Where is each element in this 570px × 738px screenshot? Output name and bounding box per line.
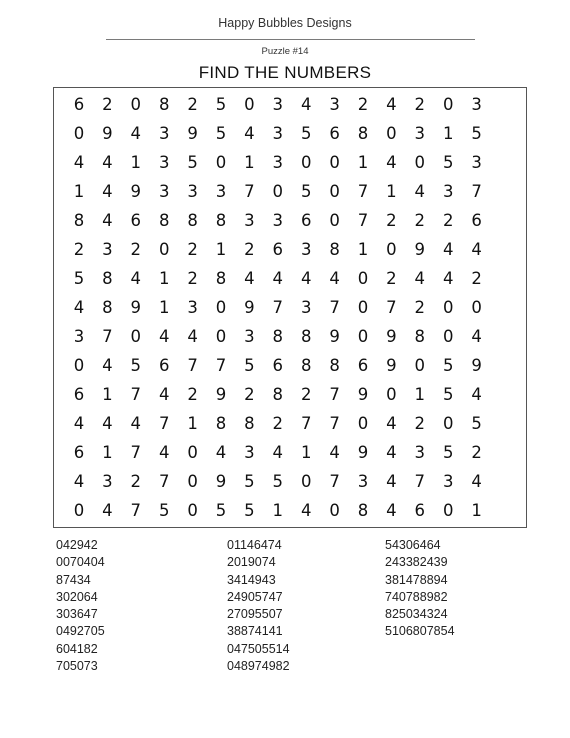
grid-cell[interactable]: 0 xyxy=(357,269,369,288)
grid-cell[interactable]: 5 xyxy=(300,124,312,143)
grid-cell[interactable]: 9 xyxy=(471,356,482,375)
grid-cell[interactable]: 9 xyxy=(357,443,369,462)
grid-cell[interactable]: 7 xyxy=(130,443,142,462)
grid-cell[interactable]: 5 xyxy=(471,414,482,433)
grid-cell[interactable]: 1 xyxy=(158,269,170,288)
grid-cell[interactable]: 6 xyxy=(130,211,142,230)
word-list-item: 303647 xyxy=(56,607,98,622)
grid-cell[interactable]: 6 xyxy=(73,95,85,114)
grid-cell[interactable]: 0 xyxy=(215,327,227,346)
grid-cell[interactable]: 4 xyxy=(130,414,142,433)
word-list-item: 2019074 xyxy=(227,555,276,570)
grid-cell[interactable]: 4 xyxy=(102,414,113,433)
grid-cell[interactable]: 7 xyxy=(386,298,397,317)
grid-cell[interactable]: 3 xyxy=(442,182,454,201)
grid-cell[interactable]: 4 xyxy=(471,327,482,346)
word-list-item: 54306464 xyxy=(385,538,441,552)
grid-cell[interactable]: 2 xyxy=(386,269,397,288)
grid-cell[interactable]: 4 xyxy=(329,443,340,462)
word-list-item: 048974982 xyxy=(227,659,290,674)
grid-cell[interactable]: 3 xyxy=(414,443,426,462)
grid-cell[interactable]: 0 xyxy=(442,298,454,317)
grid-cell[interactable]: 0 xyxy=(73,356,85,375)
grid-cell[interactable]: 2 xyxy=(102,95,113,114)
grid-cell[interactable]: 0 xyxy=(244,95,255,114)
grid-cell[interactable]: 2 xyxy=(471,443,482,462)
puzzle-number: Puzzle #14 xyxy=(261,46,309,57)
grid-cell[interactable]: 4 xyxy=(158,385,170,404)
grid-cell[interactable]: 9 xyxy=(386,327,397,346)
grid-cell[interactable]: 0 xyxy=(329,501,340,520)
grid-cell[interactable]: 7 xyxy=(357,182,369,201)
grid-cell[interactable]: 0 xyxy=(471,298,482,317)
grid-cell[interactable]: 0 xyxy=(187,472,198,491)
grid-cell[interactable]: 3 xyxy=(215,182,227,201)
grid-cell[interactable]: 3 xyxy=(244,327,255,346)
grid-cell[interactable]: 4 xyxy=(329,269,340,288)
grid-cell[interactable]: 3 xyxy=(414,124,426,143)
word-list-item: 243382439 xyxy=(385,555,448,570)
grid-cell[interactable]: 0 xyxy=(130,327,142,346)
grid-cell[interactable]: 6 xyxy=(300,211,312,230)
grid-cell[interactable]: 5 xyxy=(215,124,227,143)
grid-cell[interactable]: 7 xyxy=(329,414,340,433)
grid-cell[interactable]: 0 xyxy=(130,95,142,114)
grid-cell[interactable]: 4 xyxy=(102,356,113,375)
grid-cell[interactable]: 2 xyxy=(244,240,255,259)
word-list-item: 825034324 xyxy=(385,607,448,622)
grid-cell[interactable]: 3 xyxy=(300,240,312,259)
grid-cell[interactable]: 1 xyxy=(442,124,454,143)
grid-cell[interactable]: 1 xyxy=(386,182,397,201)
word-list-item: 047505514 xyxy=(227,641,290,656)
grid-cell[interactable]: 8 xyxy=(300,327,312,346)
grid-cell[interactable]: 7 xyxy=(187,356,198,375)
grid-cell[interactable]: 6 xyxy=(414,501,426,520)
grid-cell[interactable]: 3 xyxy=(187,182,198,201)
grid-cell[interactable]: 3 xyxy=(300,298,312,317)
grid-cell[interactable]: 0 xyxy=(73,124,85,143)
grid-cell[interactable]: 0 xyxy=(187,501,198,520)
grid-cell[interactable]: 3 xyxy=(187,298,198,317)
grid-cell[interactable]: 7 xyxy=(158,414,170,433)
grid-cell[interactable]: 3 xyxy=(158,124,170,143)
word-list-item: 01146474 xyxy=(227,538,282,552)
grid-cell[interactable]: 6 xyxy=(329,124,340,143)
grid-cell[interactable]: 0 xyxy=(414,356,426,375)
grid-cell[interactable]: 1 xyxy=(187,414,198,433)
grid-cell[interactable]: 6 xyxy=(73,385,85,404)
grid-cell[interactable]: 8 xyxy=(357,124,369,143)
grid-cell[interactable]: 5 xyxy=(244,501,255,520)
grid-cell[interactable]: 9 xyxy=(386,356,397,375)
grid-cell[interactable]: 2 xyxy=(187,240,198,259)
word-list-column-3 xyxy=(385,537,455,641)
grid-cell[interactable]: 4 xyxy=(414,269,426,288)
grid-cell[interactable]: 3 xyxy=(272,95,284,114)
grid-cell[interactable]: 9 xyxy=(102,124,113,143)
grid-cell[interactable]: 3 xyxy=(272,124,284,143)
word-list-item: 3414943 xyxy=(227,572,276,587)
grid-cell[interactable]: 7 xyxy=(158,472,170,491)
grid-cell[interactable]: 9 xyxy=(414,240,426,259)
grid-cell[interactable]: 8 xyxy=(215,269,227,288)
grid-cell[interactable]: 1 xyxy=(130,153,142,172)
grid-cell[interactable]: 5 xyxy=(187,153,198,172)
grid-cell[interactable]: 1 xyxy=(73,182,85,201)
grid-cell[interactable]: 4 xyxy=(471,240,482,259)
grid-cell[interactable]: 3 xyxy=(158,153,170,172)
grid-cell[interactable]: 0 xyxy=(329,182,340,201)
grid-cell[interactable]: 5 xyxy=(442,153,454,172)
grid-cell[interactable]: 8 xyxy=(329,356,340,375)
grid-cell[interactable]: 7 xyxy=(329,472,340,491)
grid-cell[interactable]: 6 xyxy=(272,240,284,259)
grid-cell[interactable]: 6 xyxy=(272,356,284,375)
grid-cell[interactable]: 4 xyxy=(471,472,482,491)
grid-cell[interactable]: 4 xyxy=(244,124,255,143)
grid-cell[interactable]: 0 xyxy=(386,385,397,404)
grid-cell[interactable]: 4 xyxy=(414,182,426,201)
grid-cell[interactable]: 0 xyxy=(215,298,227,317)
grid-cell[interactable]: 0 xyxy=(272,182,284,201)
grid-cell[interactable]: 2 xyxy=(73,240,85,259)
word-list-column-2 xyxy=(227,537,290,675)
grid-cell[interactable]: 7 xyxy=(300,414,312,433)
grid-cell[interactable]: 3 xyxy=(471,153,482,172)
grid-cell[interactable]: 0 xyxy=(357,298,369,317)
grid-cell[interactable]: 0 xyxy=(357,414,369,433)
grid-cell[interactable]: 3 xyxy=(357,472,369,491)
grid-cell[interactable]: 5 xyxy=(215,501,227,520)
grid-cell[interactable]: 7 xyxy=(329,385,340,404)
grid-cell[interactable]: 3 xyxy=(244,443,255,462)
grid-cell[interactable]: 1 xyxy=(244,153,255,172)
word-list-item: 24905747 xyxy=(227,589,283,604)
grid-cell[interactable]: 2 xyxy=(130,472,142,491)
grid-cell[interactable]: 0 xyxy=(300,472,312,491)
grid-cell[interactable]: 4 xyxy=(73,414,85,433)
grid-cell[interactable]: 0 xyxy=(442,501,454,520)
grid-cell[interactable]: 4 xyxy=(386,472,397,491)
grid-cell[interactable]: 7 xyxy=(130,501,142,520)
word-list-item: 5106807854 xyxy=(385,624,455,639)
grid-cell[interactable]: 8 xyxy=(187,211,198,230)
grid-cell[interactable]: 4 xyxy=(442,269,454,288)
header-divider xyxy=(106,39,475,40)
grid-cell[interactable]: 0 xyxy=(442,414,454,433)
grid-cell[interactable]: 8 xyxy=(357,501,369,520)
grid-cell[interactable]: 4 xyxy=(130,269,142,288)
grid-cell[interactable]: 0 xyxy=(215,153,227,172)
grid-cell[interactable]: 7 xyxy=(102,327,113,346)
grid-cell[interactable]: 3 xyxy=(102,240,113,259)
grid-cell[interactable]: 1 xyxy=(272,501,284,520)
grid-cell[interactable]: 7 xyxy=(471,182,482,201)
grid-cell[interactable]: 2 xyxy=(300,385,312,404)
grid-cell[interactable]: 3 xyxy=(471,95,482,114)
grid-cell[interactable]: 5 xyxy=(442,443,454,462)
grid-cell[interactable]: 4 xyxy=(73,153,85,172)
page-title: FIND THE NUMBERS xyxy=(198,63,372,82)
grid-cell[interactable]: 7 xyxy=(414,472,426,491)
grid-cell[interactable]: 4 xyxy=(73,298,85,317)
grid-cell[interactable]: 8 xyxy=(158,95,170,114)
grid-cell[interactable]: 4 xyxy=(102,501,113,520)
grid-cell[interactable]: 7 xyxy=(329,298,340,317)
grid-cell[interactable]: 0 xyxy=(357,327,369,346)
grid-cell[interactable]: 5 xyxy=(73,269,85,288)
grid-cell[interactable]: 0 xyxy=(329,211,340,230)
grid-cell[interactable]: 0 xyxy=(414,153,426,172)
grid-cell[interactable]: 1 xyxy=(471,501,482,520)
word-list-item: 740788982 xyxy=(385,589,448,604)
grid-cell[interactable]: 8 xyxy=(244,414,255,433)
word-list-item: 0070404 xyxy=(56,555,105,570)
grid-cell[interactable]: 9 xyxy=(244,298,255,317)
grid-cell[interactable]: 4 xyxy=(244,269,255,288)
grid-cell[interactable]: 5 xyxy=(130,356,142,375)
grid-cell[interactable]: 1 xyxy=(357,240,369,259)
grid-cell[interactable]: 4 xyxy=(300,269,312,288)
grid-cell[interactable]: 2 xyxy=(414,414,426,433)
grid-cell[interactable]: 5 xyxy=(215,95,227,114)
word-list-item: 381478894 xyxy=(385,572,448,587)
grid-cell[interactable]: 0 xyxy=(386,124,397,143)
grid-cell[interactable]: 4 xyxy=(272,269,284,288)
word-list-item: 302064 xyxy=(56,589,98,604)
grid-cell[interactable]: 7 xyxy=(272,298,284,317)
grid-cell[interactable]: 4 xyxy=(386,95,397,114)
grid-cell[interactable]: 4 xyxy=(386,443,397,462)
grid-cell[interactable]: 4 xyxy=(102,182,113,201)
grid-cell[interactable]: 3 xyxy=(272,153,284,172)
grid-cell[interactable]: 2 xyxy=(272,414,284,433)
grid-cell[interactable]: 0 xyxy=(187,443,198,462)
grid-cell[interactable]: 9 xyxy=(130,298,142,317)
word-list-item: 87434 xyxy=(56,572,91,587)
grid-cell[interactable]: 2 xyxy=(414,211,426,230)
grid-cell[interactable]: 6 xyxy=(471,211,482,230)
grid-cell[interactable]: 9 xyxy=(130,182,142,201)
grid-cell[interactable]: 4 xyxy=(471,385,482,404)
grid-cell[interactable]: 3 xyxy=(272,211,284,230)
word-list-item: 38874141 xyxy=(227,624,283,639)
grid-cell[interactable]: 3 xyxy=(158,182,170,201)
grid-cell[interactable]: 5 xyxy=(300,182,312,201)
grid-cell[interactable]: 9 xyxy=(329,327,340,346)
grid-cell[interactable]: 9 xyxy=(187,124,198,143)
grid-cell[interactable]: 5 xyxy=(442,356,454,375)
grid-cell[interactable]: 5 xyxy=(158,501,170,520)
grid-cell[interactable]: 4 xyxy=(102,211,113,230)
grid-cell[interactable]: 3 xyxy=(329,95,340,114)
grid-cell[interactable]: 2 xyxy=(442,211,454,230)
grid-cell[interactable]: 2 xyxy=(414,298,426,317)
grid-cell[interactable]: 9 xyxy=(215,385,227,404)
grid-cell[interactable]: 5 xyxy=(471,124,482,143)
grid-cell[interactable]: 8 xyxy=(215,211,227,230)
word-list-item: 0492705 xyxy=(56,624,105,639)
grid-cell[interactable]: 9 xyxy=(215,472,227,491)
grid-cell[interactable]: 8 xyxy=(300,356,312,375)
grid-cell[interactable]: 0 xyxy=(158,240,170,259)
grid-cell[interactable]: 2 xyxy=(386,211,397,230)
grid-cell[interactable]: 4 xyxy=(130,124,142,143)
grid-cell[interactable]: 8 xyxy=(329,240,340,259)
word-list-item: 042942 xyxy=(56,538,98,552)
grid-cell[interactable]: 2 xyxy=(357,95,369,114)
brand-name: Happy Bubbles Designs xyxy=(218,16,352,30)
grid-cell[interactable]: 5 xyxy=(244,472,255,491)
grid-cell[interactable]: 4 xyxy=(386,153,397,172)
grid-cell[interactable]: 5 xyxy=(442,385,454,404)
grid-cell[interactable]: 7 xyxy=(244,182,255,201)
grid-cell[interactable]: 8 xyxy=(102,298,113,317)
grid-cell[interactable]: 4 xyxy=(102,153,113,172)
word-list-item: 27095507 xyxy=(227,607,283,622)
number-search-grid xyxy=(53,87,527,528)
grid-cell[interactable]: 0 xyxy=(442,327,454,346)
grid-cell[interactable]: 1 xyxy=(300,443,312,462)
grid-cell[interactable]: 8 xyxy=(73,211,85,230)
grid-cell[interactable]: 8 xyxy=(272,327,284,346)
grid-cell[interactable]: 1 xyxy=(102,443,113,462)
grid-cell[interactable]: 2 xyxy=(244,385,255,404)
word-list-item: 604182 xyxy=(56,641,98,656)
grid-cell[interactable]: 2 xyxy=(130,240,142,259)
grid-cell[interactable]: 4 xyxy=(73,472,85,491)
grid-cell[interactable]: 4 xyxy=(386,501,397,520)
grid-cell[interactable]: 6 xyxy=(158,356,170,375)
word-list-item: 705073 xyxy=(56,659,98,674)
grid-cell[interactable]: 2 xyxy=(471,269,482,288)
grid-cell[interactable]: 4 xyxy=(300,501,312,520)
grid-cell[interactable]: 8 xyxy=(215,414,227,433)
grid-cell[interactable]: 8 xyxy=(102,269,113,288)
grid-cell[interactable]: 4 xyxy=(272,443,284,462)
grid-cell[interactable]: 9 xyxy=(357,385,369,404)
grid-cell[interactable]: 4 xyxy=(158,443,170,462)
grid-cell[interactable]: 0 xyxy=(329,153,340,172)
grid-cell[interactable]: 4 xyxy=(187,327,198,346)
grid-cell[interactable]: 2 xyxy=(187,95,198,114)
grid-cell[interactable]: 1 xyxy=(158,298,170,317)
grid-cell[interactable]: 8 xyxy=(414,327,426,346)
grid-cell[interactable]: 3 xyxy=(102,472,113,491)
grid-cell[interactable]: 1 xyxy=(215,240,227,259)
grid-cell[interactable]: 2 xyxy=(187,385,198,404)
grid-cell[interactable]: 4 xyxy=(386,414,397,433)
grid-cell[interactable]: 1 xyxy=(102,385,113,404)
grid-cell[interactable]: 1 xyxy=(357,153,369,172)
grid-cell[interactable]: 0 xyxy=(300,153,312,172)
grid-cell[interactable]: 7 xyxy=(357,211,369,230)
grid-cell[interactable]: 1 xyxy=(414,385,426,404)
grid-cell[interactable]: 0 xyxy=(73,501,85,520)
grid-cell[interactable]: 7 xyxy=(215,356,227,375)
grid-cell[interactable]: 6 xyxy=(357,356,369,375)
grid-cell[interactable]: 4 xyxy=(215,443,227,462)
grid-cell[interactable]: 3 xyxy=(244,211,255,230)
grid-cell[interactable]: 4 xyxy=(158,327,170,346)
grid-cell[interactable]: 3 xyxy=(73,327,85,346)
grid-cell[interactable]: 0 xyxy=(386,240,397,259)
grid-cell[interactable]: 4 xyxy=(300,95,312,114)
grid-cell[interactable]: 8 xyxy=(158,211,170,230)
grid-cell[interactable]: 0 xyxy=(442,95,454,114)
grid-cell[interactable]: 2 xyxy=(414,95,426,114)
grid-cell[interactable]: 2 xyxy=(187,269,198,288)
word-list-column-1 xyxy=(56,537,105,675)
grid-cell[interactable]: 5 xyxy=(244,356,255,375)
grid-cell[interactable]: 3 xyxy=(442,472,454,491)
grid-cell[interactable]: 8 xyxy=(272,385,284,404)
grid-cell[interactable]: 6 xyxy=(73,443,85,462)
grid-cell[interactable]: 5 xyxy=(272,472,284,491)
grid-cell[interactable]: 7 xyxy=(130,385,142,404)
grid-cell[interactable]: 4 xyxy=(442,240,454,259)
